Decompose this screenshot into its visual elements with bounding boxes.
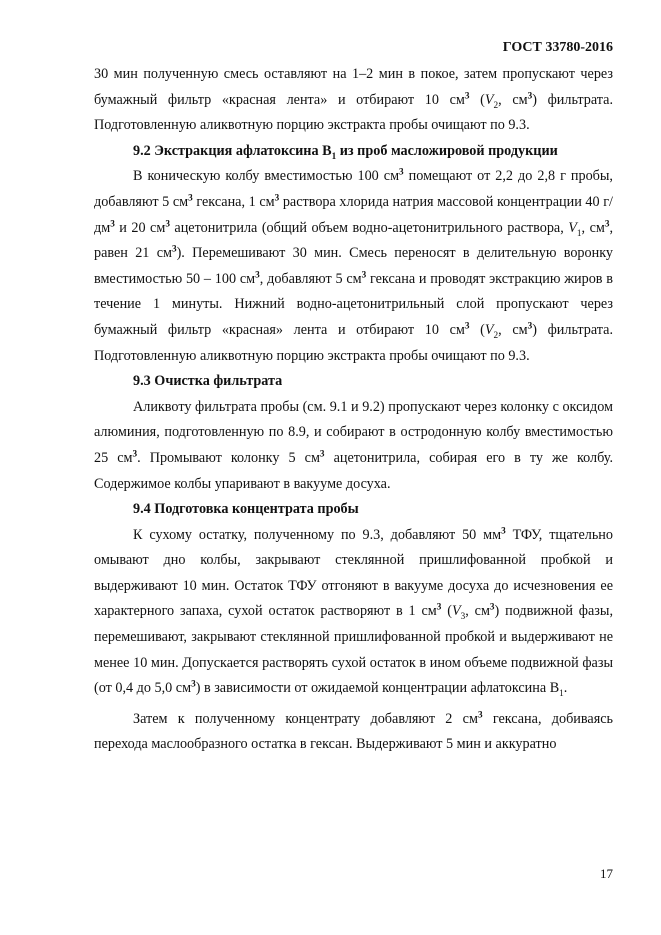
section-heading-9-3: 9.3 Очистка фильтрата [133, 373, 283, 390]
section-heading-9-4: 9.4 Подготовка концентрата пробы [133, 501, 359, 518]
paragraph-9-4-continued: Затем к полученному концентрату добавляют 2 $см^3$ гексана, добиваясь перехода маслообразного остатка в гексан. Выдерживают 5 мин и аккуратно [94, 709, 613, 753]
running-header: ГОСТ 33780-2016 [502, 40, 613, 55]
paragraph-9-2: В коническую колбу вместимостью 100 $см^3$ помещают от 2,2 до 2,8 г пробы, добавляют 5 $см^3$ гексана, 1 $см^3$ раствора хлорида натрия массовой концентрации 40 $г/дм^3$ и 20 $см^3$ ацетонитрила (общий объем водно-ацетонитрильного раствора, $V_1$, $см^3$, равен 21 $см^3$). Перемешивают 30 мин. Смесь переносят в делительную воронку вместимостью 50 – 100 $см^3$, добавляют 5 $см^3$ гексана и проводят экстракцию жиров в течение 1 минуты. Нижний водно-ацетонитрильный слой пропускают через бумажный фильтр «красная» лента и отбирают 10 $см^3$ ($V_2$, $см^3$) фильтрата. Подготовленную аликвотную порцию экстракта пробы очищают по 9.3. [94, 166, 614, 364]
paragraph-9-4: К сухому остатку, полученному по 9.3, добавляют 50 $мм^3$ ТФУ, тщательно омывают дно колбы, закрывают стеклянной пришлифованной пробкой и выдерживают 10 мин. Остаток ТФУ отгоняют в вакууме досуха до исчезновения ее характерного запаха, сухой остаток растворяют в 1 $см^3$ ($V_3$, $см^3$) подвижной фазы, перемешивают, закрывают стеклянной пришлифованной пробкой и выдерживают не менее 10 мин. Допускается растворять сухой остаток в ином объеме подвижной фазы (от 0,4 до 5,0 $см^3$) в зависимости от ожидаемой концентрации афлатоксина $В_1$. [94, 524, 613, 699]
document-body [94, 62, 613, 758]
section-heading-9-2: 9.2 Экстракция афлатоксина $В_1$ из проб масложировой продукции [133, 142, 558, 161]
page-number: 17 [600, 866, 613, 881]
paragraph-continuation: 30 мин полученную смесь оставляют на 1–2 мин в покое, затем пропускают через бумажный фильтр «красная лента» и отбирают 10 $см^3$ ($V_2$, $см^3$) фильтрата. Подготовленную аликвотную порцию экстракта пробы очищают по 9.3. [94, 66, 613, 134]
paragraph-9-3: Аликвоту фильтрата пробы (см. 9.1 и 9.2) пропускают через колонку с оксидом алюминия, подготовленную по 8.9, и собирают в остродонную колбу вместимостью 25 $см^3$. Промывают колонку 5 $см^3$ ацетонитрила, собирая его в ту же колбу. Содержимое колбы упаривают в вакууме досуха. [94, 398, 614, 492]
